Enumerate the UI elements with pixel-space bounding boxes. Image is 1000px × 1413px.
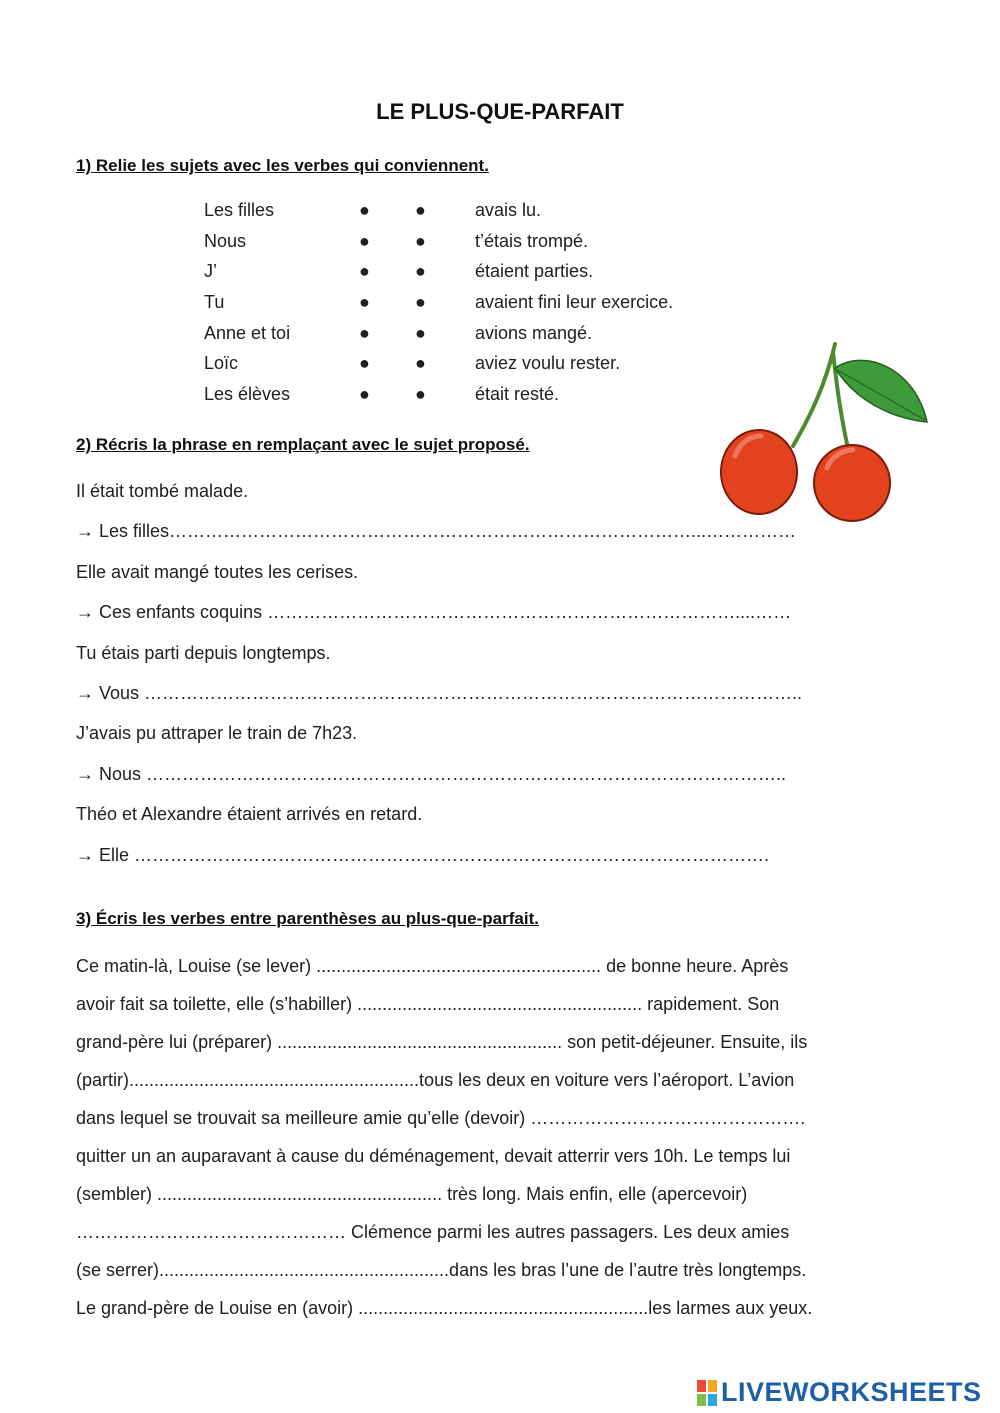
subject-label: Les filles [204, 200, 275, 220]
subject-dot[interactable]: ● [359, 200, 370, 220]
exercise-2-heading [76, 435, 530, 455]
text-line[interactable]: dans lequel se trouvait sa meilleure amie qu’elle (devoir) ………………………………………. [76, 1108, 806, 1128]
verb-label: t’étais trompé. [475, 231, 589, 251]
exercise-1-number: 1) [76, 156, 92, 175]
subject-label: J’ [204, 261, 217, 281]
verb-dot[interactable]: ● [415, 200, 426, 220]
subject-dot[interactable]: ● [359, 261, 370, 281]
verb-dot[interactable]: ● [415, 292, 426, 312]
subject-label: Les élèves [204, 384, 291, 404]
original-sentence: Théo et Alexandre étaient arrivés en retard. [76, 804, 423, 824]
exercise-2-instruction: Récris la phrase en remplaçant avec le sujet proposé. [95, 435, 530, 454]
answer-line[interactable]: → Nous …………………………………………………………………………………………….. [76, 764, 787, 784]
exercise-3-instruction: Écris les verbes entre parenthèses au plus-que-parfait. [95, 909, 539, 928]
liveworksheets-logo-icon [697, 1380, 717, 1406]
match-row [0, 261, 1000, 289]
original-sentence: Il était tombé malade. [76, 481, 249, 501]
subject-dot[interactable]: ● [359, 353, 370, 373]
answer-line[interactable]: → Elle ……………………………………………………………………………………………. [76, 845, 770, 865]
liveworksheets-brand[interactable] [697, 1377, 982, 1408]
subject-dot[interactable]: ● [359, 323, 370, 343]
match-row [0, 200, 1000, 228]
brand-text: LIVEWORKSHEETS [721, 1377, 982, 1407]
answer-line[interactable]: → Vous ……………………………………………………………………………………………….. [76, 683, 803, 703]
text-line: quitter un an auparavant à cause du déménagement, devait atterrir vers 10h. Le temps lui [76, 1146, 791, 1166]
subject-label: Nous [204, 231, 247, 251]
original-sentence: Elle avait mangé toutes les cerises. [76, 562, 359, 582]
verb-label: avions mangé. [475, 323, 593, 343]
verb-dot[interactable]: ● [415, 353, 426, 373]
verb-label: était resté. [475, 384, 560, 404]
verb-label: avais lu. [475, 200, 542, 220]
text-line[interactable]: grand-père lui (préparer) ......................................................... son petit-déjeuner. Ensuite, ils [76, 1032, 808, 1052]
subject-dot[interactable]: ● [359, 231, 370, 251]
text-line[interactable]: avoir fait sa toilette, elle (s’habiller) ......................................................... rapidement. Son [76, 994, 780, 1014]
text-line[interactable]: ……………………………………… Clémence parmi les autres passagers. Les deux amies [76, 1222, 790, 1242]
original-sentence: Tu étais parti depuis longtemps. [76, 643, 331, 663]
exercise-1-instruction: Relie les sujets avec les verbes qui conviennent. [95, 156, 489, 175]
exercise-2-number: 2) [76, 435, 92, 454]
answer-line[interactable]: → Les filles……………………………………………………………………………...…………… [76, 521, 797, 541]
verb-label: avaient fini leur exercice. [475, 292, 674, 312]
text-line[interactable]: Ce matin-là, Louise (se lever) ......................................................... de bonne heure. Après [76, 956, 789, 976]
subject-label: Anne et toi [204, 323, 291, 343]
verb-dot[interactable]: ● [415, 261, 426, 281]
page-title: LE PLUS-QUE-PARFAIT [376, 99, 624, 124]
cherries-icon [715, 338, 935, 528]
verb-label: aviez voulu rester. [475, 353, 621, 373]
text-line[interactable]: (partir)..........................................................tous les deux en voiture vers l’aéroport. L’avion [76, 1070, 795, 1090]
subject-dot[interactable]: ● [359, 384, 370, 404]
text-line[interactable]: (sembler) ......................................................... très long. Mais enfin, elle (apercevoir) [76, 1184, 748, 1204]
verb-label: étaient parties. [475, 261, 594, 281]
verb-dot[interactable]: ● [415, 231, 426, 251]
subject-dot[interactable]: ● [359, 292, 370, 312]
exercise-3-heading [76, 909, 539, 929]
exercise-3-number: 3) [76, 909, 92, 928]
verb-dot[interactable]: ● [415, 323, 426, 343]
match-row [0, 231, 1000, 259]
text-line[interactable]: (se serrer)..........................................................dans les bras l’une de l’autre très longtemps. [76, 1260, 807, 1280]
text-line[interactable]: Le grand-père de Louise en (avoir) ..........................................................les larmes aux yeux. [76, 1298, 813, 1318]
exercise-1-heading [76, 156, 489, 176]
verb-dot[interactable]: ● [415, 384, 426, 404]
subject-label: Tu [204, 292, 225, 312]
original-sentence: J’avais pu attraper le train de 7h23. [76, 723, 358, 743]
answer-line[interactable]: → Ces enfants coquins ……………………………………………………………………....…… [76, 602, 792, 622]
match-row [0, 292, 1000, 320]
subject-label: Loïc [204, 353, 239, 373]
